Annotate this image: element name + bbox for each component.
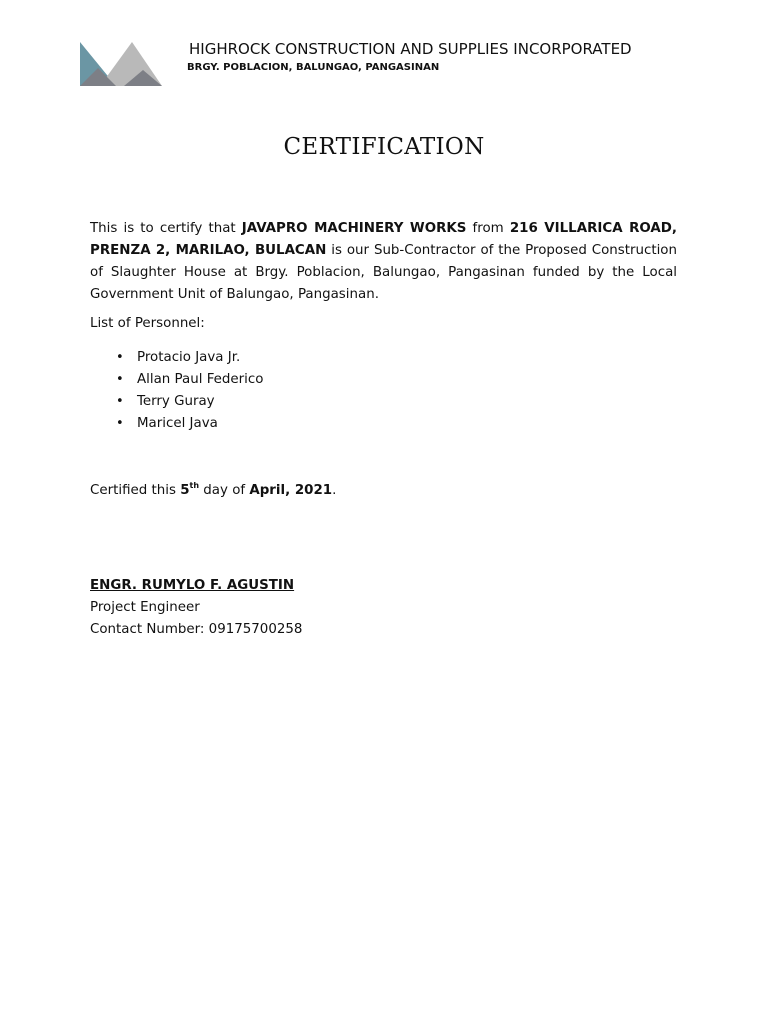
from-text: from [466, 221, 510, 236]
list-item [90, 413, 263, 435]
contact-number: 09175700258 [204, 622, 303, 637]
signatory-name: ENGR. RUMYLO F. AGUSTIN [90, 578, 295, 593]
certified-middle: day of [199, 483, 250, 498]
bullet-icon: • [116, 394, 124, 409]
certified-month-year: April, 2021 [249, 483, 333, 498]
contractor-name: JAVAPRO MACHINERY WORKS [241, 221, 467, 236]
personnel-name: Allan Paul Federico [137, 372, 264, 387]
contact-label: Contact Number: [90, 622, 205, 637]
personnel-name: Maricel Java [137, 416, 218, 431]
certified-end: . [332, 483, 337, 498]
contractor-address: 216 VILLARICA ROAD, PRENZA 2, MARILAO, BULACAN [90, 221, 677, 258]
bullet-icon: • [116, 372, 124, 387]
signatory-role: Project Engineer [90, 600, 200, 615]
page-title: CERTIFICATION [283, 134, 485, 160]
personnel-list [90, 347, 263, 435]
personnel-heading: List of Personnel: [90, 316, 205, 331]
certified-day-suffix: th [189, 481, 200, 490]
bullet-icon: • [116, 416, 124, 431]
certified-date-line [90, 480, 336, 502]
certified-day: 5 [180, 483, 190, 498]
personnel-name: Protacio Java Jr. [137, 350, 241, 365]
company-address: BRGY. POBLACION, BALUNGAO, PANGASINAN [187, 62, 440, 73]
mountain-logo-icon [80, 42, 162, 86]
personnel-name: Terry Guray [137, 394, 215, 409]
list-item [90, 369, 263, 391]
certification-paragraph [90, 218, 677, 306]
paragraph-rest: is our Sub-Contractor of the Proposed Construction of Slaughter House at Brgy. Poblacion, Balungao, Pangasinan funded by the Local Government Unit of Balungao, Pangasinan. [90, 243, 677, 302]
intro-text: This is to certify that [90, 221, 242, 236]
company-name: HIGHROCK CONSTRUCTION AND SUPPLIES INCORPORATED [189, 40, 632, 58]
signatory-contact [90, 622, 302, 637]
bullet-icon: • [116, 350, 124, 365]
list-item [90, 391, 263, 413]
list-item [90, 347, 263, 369]
certified-prefix: Certified this [90, 483, 181, 498]
